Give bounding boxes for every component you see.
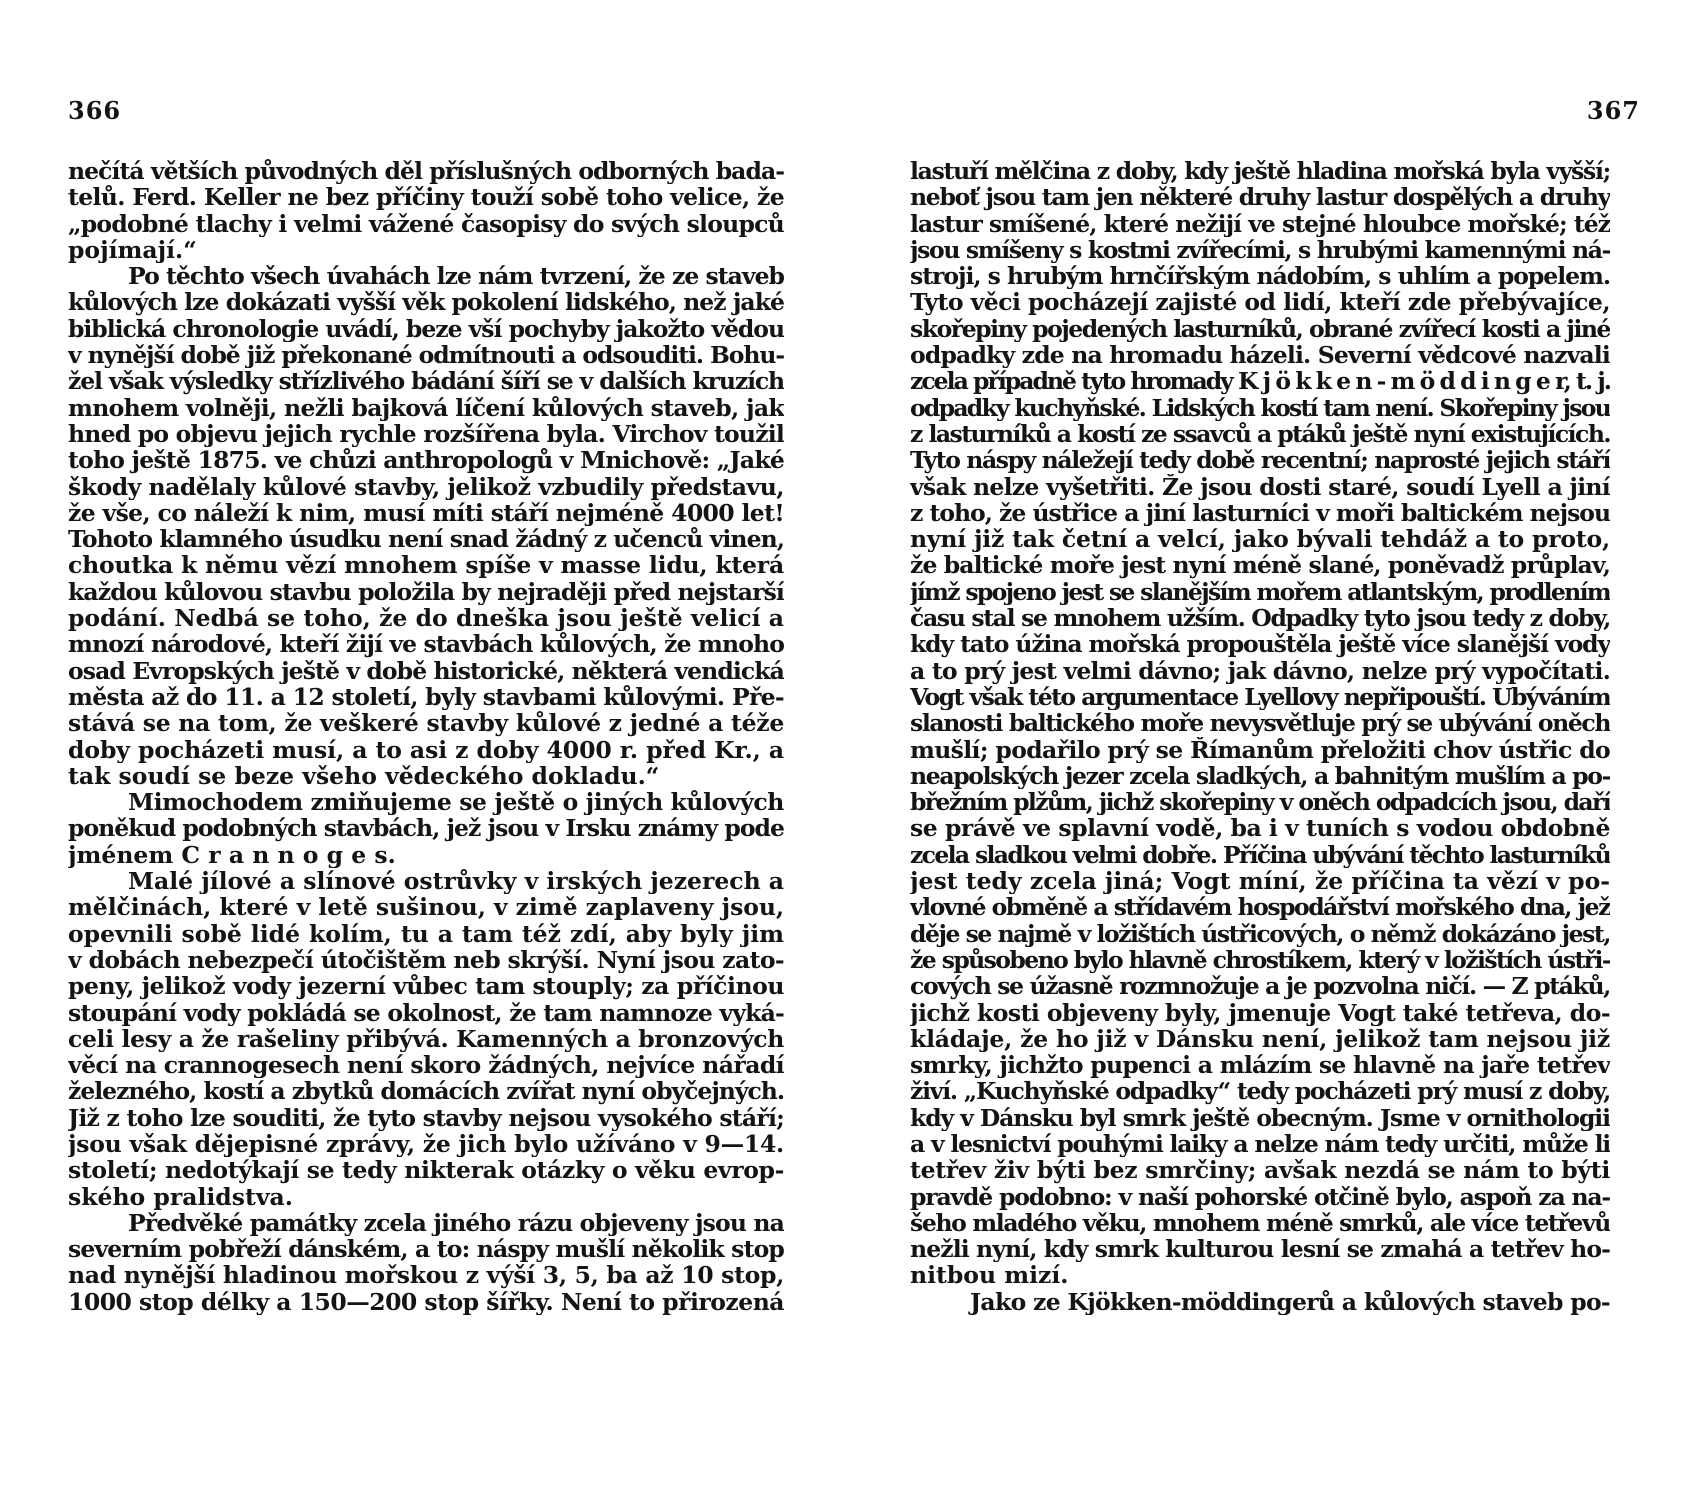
text-line: Po těchto všech úvahách lze nám tvrzení, že ze staveb: [128, 263, 784, 290]
text-line: kládaje, že ho již v Dánsku není, jelikož tam nejsou již: [910, 1025, 1610, 1053]
text-line: že spůsobeno bylo hlavně chrostíkem, který v ložištích ústři-: [910, 946, 1610, 974]
text-line: lastur smíšené, které nežijí ve stejné hloubce mořské; též: [910, 210, 1610, 237]
text-line: „podobné tlachy i velmi vážené časopisy do svých sloupců: [68, 210, 784, 237]
text-line: odpadky kuchyňské. Lidských kostí tam není. Skořepiny jsou: [910, 394, 1610, 421]
text-line: a to prý jest velmi dávno; jak dávno, nelze prý vypočítati.: [910, 657, 1610, 684]
text-line: škody nadělaly kůlové stavby, jelikož vzbudily představu,: [68, 473, 784, 500]
text-line: Malé jílové a slínové ostrůvky v irských jezerech a: [128, 868, 784, 895]
text-line: osad Evropských ještě v době historické, některá vendická: [68, 657, 784, 684]
text-line: lastuří mělčina z doby, kdy ještě hladina mořská byla vyšší;: [910, 158, 1610, 185]
text-line: v nynější době již překonané odmítnouti a odsouditi. Bohu-: [68, 342, 784, 369]
text-line: vlovné obměně a střídavém hospodářství mořského dna, jež: [910, 894, 1610, 921]
text-line: že vše, co náleží k nim, musí míti stáří nejméně 4000 let!: [68, 499, 784, 527]
text-line: Předvěké památky zcela jiného rázu objeveny jsou na: [128, 1209, 784, 1237]
text-line: kdy v Dánsku byl smrk ještě obecným. Jsme v ornithologii: [910, 1104, 1610, 1131]
text-line: biblická chronologie uvádí, beze vší pochyby jakožto vědou: [68, 315, 784, 343]
text-line: Tyto věci pocházejí zajisté od lidí, kteří zde přebývajíce,: [910, 289, 1610, 316]
text-line: kůlových lze dokázati vyšší věk pokolení lidského, než jaké: [68, 289, 784, 316]
text-line: slanosti baltického moře nevysvětluje prý se ubývání oněch: [910, 710, 1610, 737]
text-line: Vogt však této argumentace Lyellovy nepřipouští. Ubýváním: [910, 683, 1610, 711]
text-line: Tyto náspy náležejí tedy době recentní; naprosté jejich stáří: [910, 447, 1610, 474]
text-line: neboť jsou tam jen některé druhy lastur dospělých a druhy: [910, 184, 1610, 211]
text-line: mnohem volněji, nežli bajková líčení kůlových staveb, jak: [68, 394, 784, 421]
text-line: poněkud podobných stavbách, jež jsou v Irsku známy pode: [68, 815, 784, 842]
text-line: odpadky zde na hromadu házeli. Severní vědcové nazvali: [910, 342, 1610, 369]
text-line: století; nedotýkají se tedy nikterak otázky o věku evrop-: [68, 1157, 784, 1184]
text-line: Mimochodem zmiňujeme se ještě o jiných kůlových: [128, 789, 784, 816]
text-line: pravdě podobno: v naší pohorské otčině bylo, aspoň za na-: [910, 1183, 1610, 1210]
text-line: věcí na crannogesech není skoro žádných, nejvíce nářadí: [68, 1052, 784, 1079]
text-line: šeho mladého věku, mnohem méně smrků, ale více tetřevů: [910, 1209, 1610, 1237]
text-line: se právě ve splavní vodě, ba i v tuních s vodou obdobně: [910, 815, 1610, 842]
text-line: peny, jelikož vody jezerní vůbec tam stouply; za příčinou: [68, 973, 784, 1000]
text-line: jímž spojeno jest se slanějším mořem atlantským, prodlením: [910, 578, 1610, 606]
text-line: celi lesy a že rašeliny přibývá. Kamenných a bronzových: [68, 1025, 784, 1053]
text-line: nyní již tak četní a velcí, jako bývali tehdáž a to proto,: [910, 526, 1610, 553]
text-line: břežním plžům, jichž skořepiny v oněch odpadcích jsou, daří: [910, 789, 1610, 816]
text-line: podání. Nedbá se toho, že do dneška jsou ještě velicí a: [68, 605, 784, 632]
text-line: mušlí; podařilo prý se Římanům přeložiti chov ústřic do: [910, 736, 1610, 763]
text-line: zcela případně tyto hromady K j ö k k e n - m ö d d i n g e r, t. j.: [910, 368, 1610, 395]
text-line: skořepiny pojedených lasturníků, obrané zvířecí kosti a jiné: [910, 315, 1610, 343]
text-line: jsou však dějepisné zprávy, že jich bylo užíváno v 9—14.: [68, 1130, 784, 1158]
text-line: doby pocházeti musí, a to asi z doby 4000 r. před Kr., a: [68, 736, 784, 763]
text-line: nitbou mizí.: [910, 1262, 1069, 1289]
text-line: živí. „Kuchyňské odpadky“ tedy pocházeti prý musí z doby,: [910, 1078, 1610, 1105]
text-line: stoupání vody pokládá se okolnost, že tam namnoze vyká-: [68, 999, 784, 1026]
text-line: jest tedy zcela jiná; Vogt míní, že příčina ta vězí v po-: [910, 868, 1610, 895]
text-line: tak soudí se beze všeho vědeckého dokladu.“: [68, 762, 660, 790]
text-line: každou kůlovou stavbu položila by nejraději před nejstarší: [68, 578, 784, 606]
text-line: toho ještě 1875. ve chůzi anthropologů v Mnichově: „Jaké: [68, 447, 784, 474]
text-line: Již z toho lze souditi, že tyto stavby nejsou vysokého stáří;: [68, 1104, 784, 1131]
text-line: 1000 stop délky a 150—200 stop šířky. Není to přirozená: [68, 1288, 784, 1316]
text-line: severním pobřeží dánském, a to: náspy mušlí několik stop: [68, 1236, 784, 1263]
text-line: města až do 11. a 12 století, byly stavbami kůlovými. Pře-: [68, 683, 784, 711]
text-line: že baltické moře jest nyní méně slané, poněvadž průplav,: [910, 552, 1610, 579]
text-line: hned po objevu jejich rychle rozšířena byla. Virchov toužil: [68, 420, 784, 448]
text-line: tetřev živ býti bez smrčiny; avšak nezdá se nám to býti: [910, 1157, 1610, 1184]
text-line: stroji, s hrubým hrnčířským nádobím, s uhlím a popelem.: [910, 263, 1610, 290]
text-column: [68, 158, 784, 1315]
text-line: z lasturníků a kostí ze ssavců a ptáků ještě nyní existujících.: [910, 420, 1610, 448]
text-line: nad nynější hladinou mořskou z výší 3, 5, ba až 10 stop,: [68, 1262, 784, 1289]
text-line: však nelze vyšetřiti. Že jsou dosti staré, soudí Lyell a jiní: [910, 473, 1610, 500]
text-line: jménem C r a n n o g e s.: [68, 841, 396, 869]
text-line: telů. Ferd. Keller ne bez příčiny touží sobě toho velice, že: [68, 184, 784, 211]
text-line: stává se na tom, že veškeré stavby kůlové z jedné a téže: [68, 710, 784, 737]
text-line: smrky, jichžto pupenci a mlázím se hlavně na jaře tetřev: [910, 1052, 1610, 1079]
text-line: jsou smíšeny s kostmi zvířecími, s hrubými kamennými ná-: [910, 236, 1610, 264]
text-line: nežli nyní, kdy smrk kulturou lesní se zmahá a tetřev ho-: [910, 1236, 1610, 1263]
page-number: 367: [1586, 96, 1640, 125]
text-line: Jako ze Kjökken-möddingerů a kůlových staveb po-: [970, 1288, 1610, 1316]
text-line: Tohoto klamného úsudku není snad žádný z učenců vinen,: [68, 526, 784, 553]
text-line: nečítá větších původných děl příslušných odborných bada-: [68, 158, 784, 185]
text-line: žel však výsledky střízlivého bádání šíří se v dalších kruzích: [68, 368, 784, 395]
text-line: a v lesnictví pouhými laiky a nelze nám tedy určiti, může li: [910, 1130, 1610, 1158]
right-page: [842, 0, 1684, 1500]
text-line: neapolských jezer zcela sladkých, a bahnitým mušlím a po-: [910, 762, 1610, 790]
text-line: opevnili sobě lidé kolím, tu a tam též zdí, aby byly jim: [68, 920, 784, 947]
text-line: mělčinách, které v letě sušinou, v zimě zaplaveny jsou,: [68, 894, 784, 921]
text-line: času stal se mnohem užším. Odpadky tyto jsou tedy z doby,: [910, 605, 1610, 632]
text-line: železného, kostí a zbytků domácích zvířat nyní obyčejných.: [68, 1078, 784, 1105]
text-line: choutka k němu vězí mnohem spíše v masse lidu, která: [68, 552, 784, 579]
page-number: 366: [68, 96, 122, 125]
text-column: [910, 158, 1610, 1315]
text-line: ského pralidstva.: [68, 1183, 293, 1210]
text-line: pojímají.“: [68, 236, 197, 264]
text-line: kdy tato úžina mořská propouštěla ještě více slanější vody: [910, 631, 1610, 658]
text-line: cových se úžasně rozmnožuje a je pozvolna ničí. — Z ptáků,: [910, 973, 1610, 1000]
text-line: jichž kosti objeveny byly, jmenuje Vogt také tetřeva, do-: [910, 999, 1610, 1026]
text-line: zcela sladkou velmi dobře. Příčina ubývání těchto lasturníků: [910, 841, 1610, 869]
text-line: děje se najmě v ložištích ústřicových, o němž dokázáno jest,: [910, 920, 1610, 947]
text-line: mnozí národové, kteří žijí ve stavbách kůlových, že mnoho: [68, 631, 784, 658]
text-line: v dobách nebezpečí útočištěm neb skrýší. Nyní jsou zato-: [68, 946, 784, 974]
text-line: z toho, že ústřice a jiní lasturníci v moři baltickém nejsou: [910, 499, 1610, 527]
